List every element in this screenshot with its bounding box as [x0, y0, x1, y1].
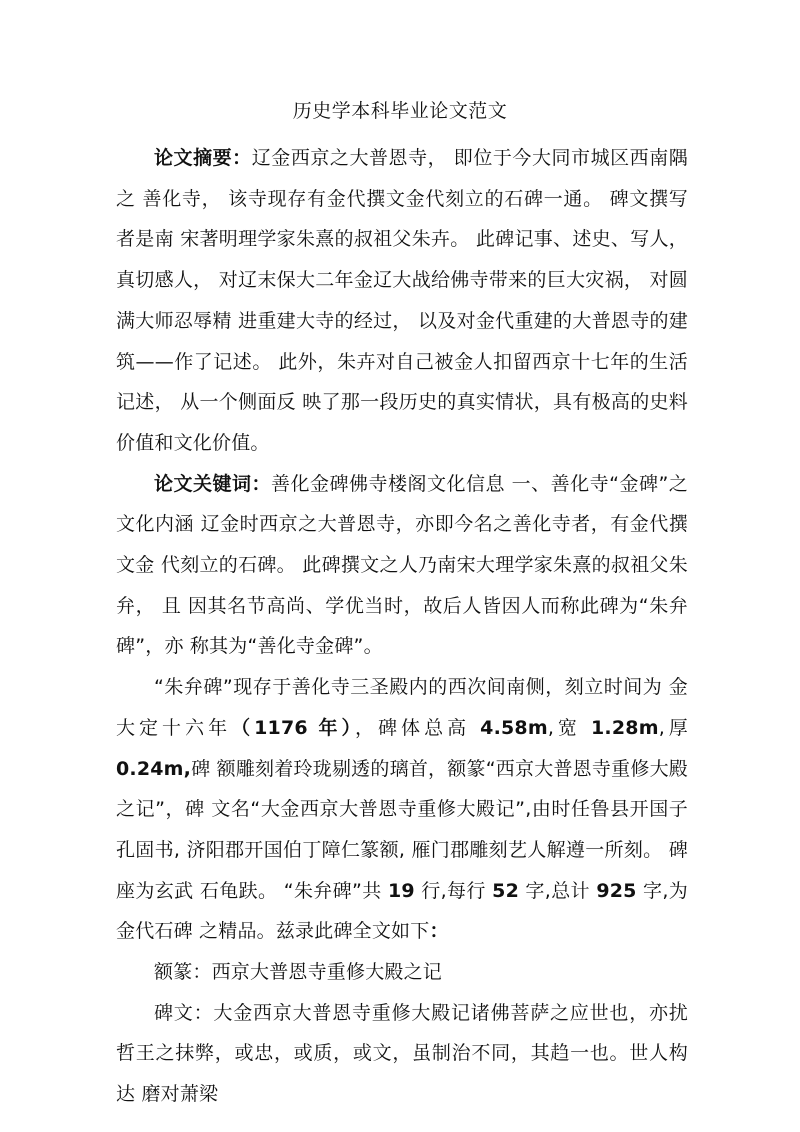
abstract-label: 论文摘要：: [154, 147, 252, 169]
inscription-title-paragraph: 额篆：西京大普恩寺重修大殿之记: [154, 961, 443, 984]
keywords-text: 善化金碑佛寺楼阁文化信息 一、善化寺“金碑”之文化内涵 辽金时西京之大普恩寺，亦即今名之善化寺者，有金代撰文金 代刻立的石碑。 此碑撰文之人乃南宋大理学家朱熹的叔祖父朱弁， 且 因其名节高尚、学优当时，故后人皆因人而称此碑为“朱弁碑”，亦 称其为“善化寺金碑”。: [116, 472, 688, 658]
stele-thickness: 0.24m,: [116, 757, 192, 780]
stele-text-3: ,宽: [547, 716, 592, 739]
abstract-text: 辽金西京之大普恩寺， 即位于今大同市城区西南隅之 善化寺， 该寺现存有金代撰文金代刻立的石碑一通。 碑文撰写者是南 宋著明理学家朱熹的叔祖父朱卉。 此碑记事、述史、写人，真切感人， 对辽末保大二年金辽大战给佛寺带来的巨大灾祸， 对圆满大师忍辱精 进重建大寺的经过， 以及对金代重建的大普恩寺的建筑——作了记述。 此外，朱卉对自己被金人扣留西京十七年的生活记述， 从一个侧面反 映了那一段历史的真实情状，具有极高的史料价值和文化价值。: [116, 147, 688, 454]
stele-year: （1176 年）: [231, 716, 355, 739]
stele-width: 1.28m: [591, 716, 659, 739]
stele-text-2: ，碑体总高: [355, 716, 481, 739]
stele-total-chars: 925: [596, 879, 637, 902]
stele-chars-per-line: 52: [492, 879, 520, 902]
document-title: 历史学本科毕业论文范文: [292, 100, 508, 122]
stele-text-5: 碑 额雕刻着玲珑剔透的璃首，额篆“西京大普恩寺重修大殿之记”，碑 文名“大金西京大普恩寺重修大殿记”,由时任鲁县开国子孔固书, 济阳郡开国伯丁障仁篆额, 雁门郡雕刻艺人解遵一所刻。 碑座为玄武 石龟趺。 “朱弁碑”共: [116, 757, 688, 902]
stele-lines: 19: [388, 879, 415, 902]
inscription-text-paragraph: 碑文：大金西京大普恩寺重修大殿记诸佛菩萨之应世也，亦扰 哲王之抹弊，或忠，或质，或文，虽制治不同，其趋一也。世人构达 磨对萧梁: [116, 1001, 688, 1106]
abstract-paragraph: [116, 138, 688, 464]
stele-text-4: ,厚: [658, 716, 688, 739]
document-body: [116, 138, 688, 1115]
stele-paragraph: [116, 667, 688, 952]
stele-text-1: “朱弁碑”现存于善化寺三圣殿内的西次间南侧，刻立时间为 金大定十六年: [116, 676, 688, 739]
stele-height: 4.58m: [480, 716, 548, 739]
stele-text-7: 字,总计: [519, 879, 597, 902]
keywords-paragraph: [116, 464, 688, 668]
stele-text-8: 字,为金代石碑 之精品。兹录此碑全文如下: [116, 879, 688, 943]
stele-colon: ：: [429, 920, 449, 943]
keywords-label: 论文关键词：: [154, 472, 272, 495]
stele-text-6: 行,每行: [414, 879, 493, 902]
